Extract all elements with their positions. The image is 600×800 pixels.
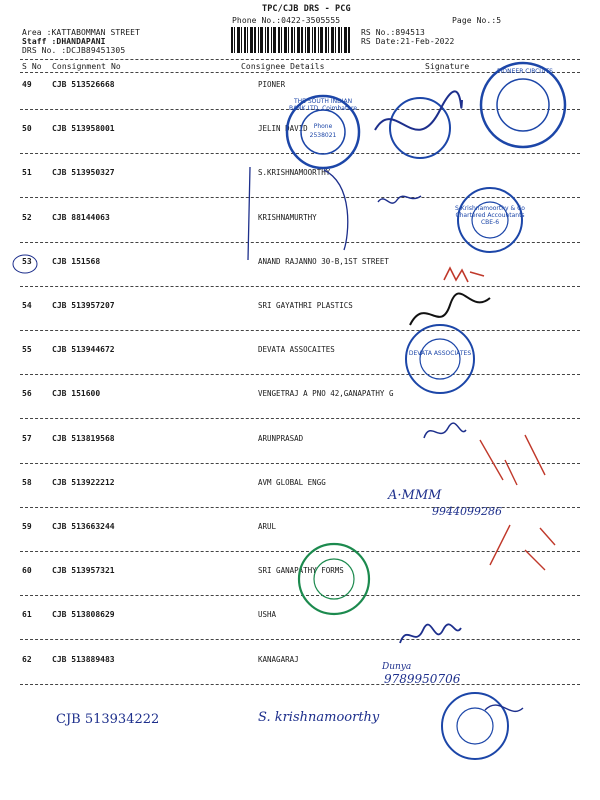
row-sno: 57 xyxy=(22,434,32,443)
col-header-sno: S No xyxy=(22,62,42,71)
bracket-mark xyxy=(244,165,354,265)
devata-stamp-text: DEVATA ASSOCIATES xyxy=(408,350,472,357)
row-sno: 59 xyxy=(22,522,32,531)
row-consignment: CJB 513950327 xyxy=(52,168,115,177)
red-ink-marks xyxy=(455,430,555,490)
chartered-stamp-bottom-icon xyxy=(425,690,525,762)
row-sno: 55 xyxy=(22,345,32,354)
row-sno: 56 xyxy=(22,389,32,398)
phone-number: Phone No.:0422-3505555 xyxy=(232,16,341,25)
handwritten-phone-62: 9789950706 xyxy=(384,672,461,686)
row-divider xyxy=(20,374,580,375)
handwritten-name-62: Dunya xyxy=(382,662,412,672)
signature-53 xyxy=(440,262,490,287)
row-sno: 53 xyxy=(22,257,32,266)
row-consignment: CJB 513663244 xyxy=(52,522,115,531)
area-label: Area :KATTABOMMAN STREET xyxy=(22,28,140,37)
staff-label: Staff :DHANDAPANI xyxy=(22,37,106,46)
row-consignee: ARUNPRASAD xyxy=(258,434,304,443)
row-divider xyxy=(20,286,580,287)
row-consignee: SRI GAYATHRI PLASTICS xyxy=(258,301,353,310)
row-consignment: CJB 88144063 xyxy=(52,213,110,222)
row-consignee: USHA xyxy=(258,610,277,619)
row-consignment: CJB 513944672 xyxy=(52,345,115,354)
handwritten-consignment: CJB 513934222 xyxy=(56,712,160,727)
rs-date: RS Date:21-Feb-2022 xyxy=(361,37,455,46)
row-sno: 52 xyxy=(22,213,32,222)
circle-mark xyxy=(10,253,40,275)
signature-61 xyxy=(395,618,465,653)
svg-text:Phone: Phone xyxy=(313,123,333,130)
row-consignment: CJB 151568 xyxy=(52,257,101,266)
row-consignment: CJB 513526668 xyxy=(52,80,115,89)
row-consignment: CJB 151600 xyxy=(52,389,101,398)
pioneer-stamp-icon xyxy=(468,60,578,160)
row-sno: 60 xyxy=(22,566,32,575)
row-sno: 61 xyxy=(22,610,32,619)
row-sno: 50 xyxy=(22,124,32,133)
page-number: Page No.:5 xyxy=(452,16,502,25)
signature-51 xyxy=(375,190,425,212)
devata-stamp-icon xyxy=(400,322,480,397)
row-consignee: ANAND RAJANNO 30-B,1ST STREET xyxy=(258,257,389,266)
row-consignment: CJB 513957207 xyxy=(52,301,115,310)
row-consignee: S.KRISHNAMOORTHY xyxy=(258,168,331,177)
barcode xyxy=(231,27,351,53)
row-consignee: KRISHNAMURTHY xyxy=(258,213,317,222)
col-header-signature: Signature xyxy=(425,62,470,71)
row-consignment: CJB 513957321 xyxy=(52,566,115,575)
row-consignee: ARUL xyxy=(258,522,277,531)
row-sno: 49 xyxy=(22,80,32,89)
row-consignee: SRI GANAPATHY FORMS xyxy=(258,566,344,575)
col-header-consignment: Consignment No xyxy=(52,62,121,71)
bank-stamp-text: THE SOUTH INDIAN BANK LTD. Coimbatore xyxy=(288,98,358,112)
drs-number: DRS No. :DCJB89451305 xyxy=(22,46,126,55)
sheet-title: TPC/CJB DRS - PCG xyxy=(262,4,351,14)
row-consignment: CJB 513922212 xyxy=(52,478,115,487)
rs-number: RS No.:894513 xyxy=(361,28,425,37)
row-divider xyxy=(20,684,580,685)
row-consignee: KANAGARAJ xyxy=(258,655,299,664)
chartered-stamp-text: S.Krishnamoorthy & Co Chartered Accountants CBE-6 xyxy=(455,205,525,226)
row-sno: 62 xyxy=(22,655,32,664)
handwritten-phone-58: 9944099286 xyxy=(432,505,502,518)
svg-text:2538021: 2538021 xyxy=(309,132,337,139)
col-header-consignee: Consignee Details xyxy=(241,62,325,71)
row-sno: 51 xyxy=(22,168,32,177)
handwritten-signature-58: A·MMM xyxy=(388,488,442,503)
row-divider xyxy=(20,418,580,419)
row-consignee: DEVATA ASSOCAITES xyxy=(258,345,335,354)
row-divider xyxy=(20,330,580,331)
row-consignee: JELIN DAVID xyxy=(258,124,308,133)
row-consignment: CJB 513958001 xyxy=(52,124,115,133)
red-ink-marks-2 xyxy=(470,520,560,575)
signature-scribble xyxy=(370,90,465,160)
row-divider xyxy=(20,639,580,640)
row-consignee: VENGETRAJ A PNO 42,GANAPATHY G xyxy=(258,389,394,398)
row-consignment: CJB 513819568 xyxy=(52,434,115,443)
row-consignment: CJB 513808629 xyxy=(52,610,115,619)
handwritten-name: S. krishnamoorthy xyxy=(258,710,380,725)
row-consignee: PIONER xyxy=(258,80,286,89)
row-consignee: AVM GLOBAL ENGG xyxy=(258,478,326,487)
forms-stamp-icon xyxy=(284,542,384,617)
row-sno: 58 xyxy=(22,478,32,487)
row-sno: 54 xyxy=(22,301,32,310)
row-consignment: CJB 513889483 xyxy=(52,655,115,664)
pioneer-stamp-text: PIONEER CIRCUITS xyxy=(497,68,553,75)
